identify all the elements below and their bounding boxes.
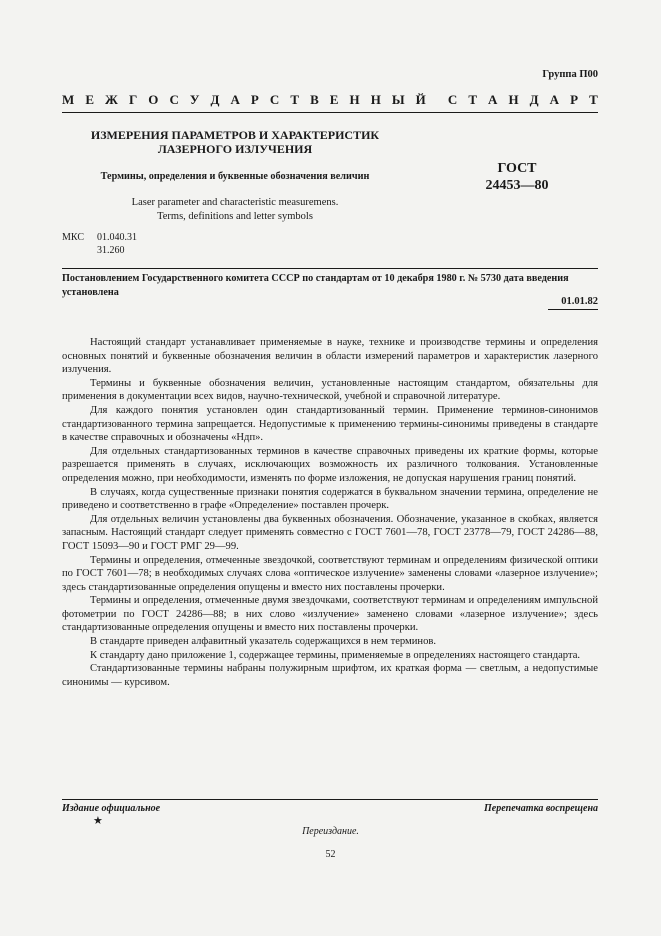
banner-letter: Т xyxy=(290,92,300,107)
banner-letter: Д xyxy=(529,92,539,107)
reprint-notice: Перепечатка воспрещена xyxy=(484,803,598,814)
banner-letter: Н xyxy=(508,92,519,107)
paragraph: Термины и буквенные обозначения величин, установленные настоящим стандартом, обязательны для применения в документации всех видов, научно-технической, учебной и справочной литературе. xyxy=(62,377,598,403)
title-line: ЛАЗЕРНОГО ИЗЛУЧЕНИЯ xyxy=(157,142,313,156)
banner-letter: Г xyxy=(128,92,138,107)
standard-banner xyxy=(62,92,598,108)
paragraph: Стандартизованные термины набраны полужирным шрифтом, их краткая форма — светлым, а недопустимые синонимы — курсивом. xyxy=(62,663,598,688)
decree-text: Постановлением Государственного комитета СССР по стандартам от 10 декабря 1980 г. № 5730 дата введения установлена xyxy=(62,273,569,298)
mks-code: 31.260 xyxy=(97,244,125,256)
header-rule xyxy=(62,112,598,113)
gost-label: ГОСТ xyxy=(497,161,537,176)
paragraph: Термины и определения, отмеченные двумя звездочками, соответствуют терминам и определениям импульсной фотометрии по ГОСТ 24286—88; в них слово «излучение» заменено словами «лазерное излучение»; здесь стандартизованные определения опущены и вместо них поставлены прочерки. xyxy=(62,595,598,634)
footer-rule xyxy=(62,799,598,800)
banner-letter: Й xyxy=(415,92,426,107)
banner-letter: Е xyxy=(85,92,94,107)
english-title xyxy=(70,196,400,223)
paragraph: Термины и определения, отмеченные звездочкой, соответствуют терминам и определениям физической оптики по ГОСТ 7601—78; в необходимых случаях слова «оптическое излучение» заменены словами «лазерное излучение»; здесь стандартизованные определения опущены и вместо них поставлены прочерки. xyxy=(62,554,598,593)
banner-letter: Ы xyxy=(391,92,405,107)
banner-letter: А xyxy=(230,92,240,107)
english-title-line: Laser parameter and characteristic measuremens. xyxy=(131,197,339,208)
group-code: Группа П00 xyxy=(542,69,598,80)
body-text xyxy=(62,336,598,689)
paragraph: Для отдельных стандартизованных терминов в качестве справочных приведены их краткие формы, которые разрешается применять в случаях, исключающих возможность их различного толкования. Установленные определения можно, при необходимости, изменять по форме изложения, не допуская нарушения границ понятий. xyxy=(62,445,598,484)
banner-letter: О xyxy=(148,92,159,107)
banner-letter: С xyxy=(169,92,179,107)
mks-code: 01.040.31 xyxy=(97,232,137,243)
official-edition-label: Издание официальное xyxy=(62,803,161,814)
banner-letter: Т xyxy=(589,92,598,107)
banner-letter: Е xyxy=(329,92,339,107)
banner-letter: У xyxy=(189,92,200,107)
banner-letter: С xyxy=(269,92,280,107)
title-line: ИЗМЕРЕНИЯ ПАРАМЕТРОВ И ХАРАКТЕРИСТИК xyxy=(90,128,380,142)
mks-codes xyxy=(97,232,137,257)
english-title-line: Terms, definitions and letter symbols xyxy=(157,210,313,222)
banner-letter: Р xyxy=(250,92,259,107)
banner-letter: Д xyxy=(210,92,220,107)
gost-number: 24453—80 xyxy=(485,178,549,193)
gost-designation xyxy=(472,160,562,194)
paragraph: В стандарте приведен алфавитный указатель содержащихся в нем терминов. xyxy=(90,636,437,648)
paragraph: В случаях, когда существенные признаки понятия содержатся в буквальном значении термина, определение не приведено и соответственно в графе «Определение» поставлен прочерк. xyxy=(62,486,598,512)
banner-letter: С xyxy=(447,92,458,107)
page-number: 52 xyxy=(325,849,336,860)
reissue-note: Переиздание. xyxy=(302,826,359,837)
paragraph: Настоящий стандарт устанавливает применяемые в науке, технике и производстве термины и определения основных понятий и буквенные обозначения величин в области измерений параметров и характеристик лазерного излучения. xyxy=(62,337,598,376)
effective-date: 01.01.82 xyxy=(561,296,598,307)
banner-letter: Ж xyxy=(105,92,118,107)
date-underline xyxy=(548,309,598,310)
document-title xyxy=(70,128,400,156)
banner-letter: Т xyxy=(468,92,477,107)
banner-letter: А xyxy=(549,92,560,107)
banner-letter: Р xyxy=(570,92,579,107)
banner-letter: В xyxy=(310,92,319,107)
document-subtitle: Термины, определения и буквенные обозначения величин xyxy=(100,171,370,182)
paragraph: Для отдельных величин установлены два буквенных обозначения. Обозначение, указанное в скобках, является запасным. Настоящий стандарт следует применять совместно с ГОСТ 7601—78, ГОСТ 23778—79, ГОСТ 24286—88, ГОСТ 15093—90 и ГОСТ РМГ 29—99. xyxy=(62,513,598,552)
mks-label: МКС xyxy=(62,232,84,243)
paragraph: Для каждого понятия установлен один стандартизованный термин. Применение терминов-синонимов стандартизованного термина запрещается. Недопустимые к применению термины-синонимы приведены в стандарте в качестве справочных и обозначены «Ндп». xyxy=(62,404,598,444)
banner-letter: Н xyxy=(370,92,381,107)
paragraph: К стандарту дано приложение 1, содержащее термины, применяемые в определениях настоящего стандарта. xyxy=(90,649,581,661)
banner-letter: М xyxy=(62,92,75,107)
banner-letter: Н xyxy=(349,92,360,107)
star-icon: ★ xyxy=(93,815,103,827)
decree-rule xyxy=(62,268,598,269)
banner-letter: А xyxy=(488,92,498,107)
